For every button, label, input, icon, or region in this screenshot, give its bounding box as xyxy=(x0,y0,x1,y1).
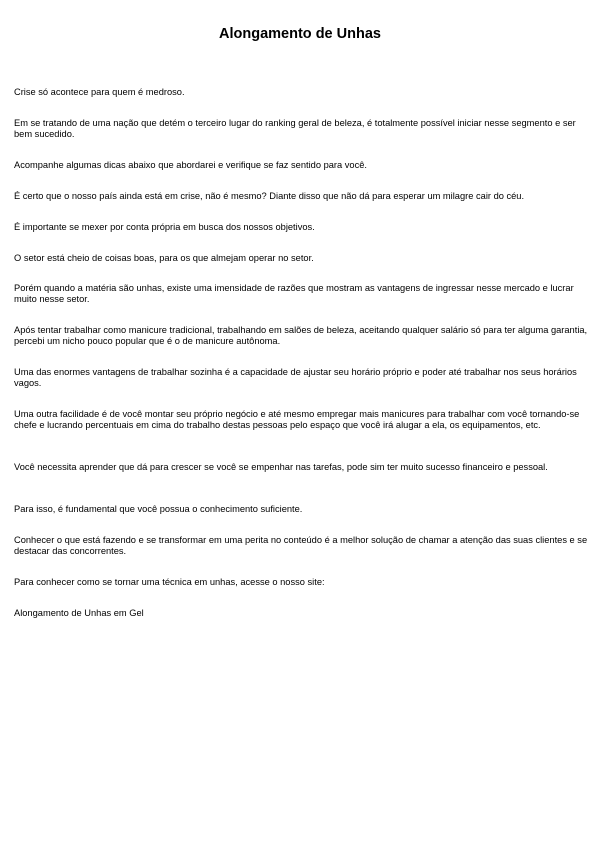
page-title: Alongamento de Unhas xyxy=(219,26,381,42)
paragraph-11: Você necessita aprender que dá para crescer se você se empenhar nas tarefas, pode sim ter muito sucesso financeiro e pessoal. xyxy=(14,462,548,472)
paragraph-6: O setor está cheio de coisas boas, para os que almejam operar no setor. xyxy=(14,253,314,263)
paragraph-3: Acompanhe algumas dicas abaixo que abordarei e verifique se faz sentido para você. xyxy=(14,160,367,170)
paragraph-8: Após tentar trabalhar como manicure tradicional, trabalhando em salões de beleza, aceitando qualquer salário só para ter alguma garantia, percebi um nicho pouco popular que é o de manicure autônoma. xyxy=(14,325,588,346)
paragraph-link-text: Alongamento de Unhas em Gel xyxy=(14,608,144,618)
paragraph-13: Conhecer o que está fazendo e se transformar em uma perita no conteúdo é a melhor solução de chamar a atenção das suas clientes e se destacar das concorrentes. xyxy=(14,535,588,556)
paragraph-12: Para isso, é fundamental que você possua o conhecimento suficiente. xyxy=(14,504,303,514)
paragraph-5: É importante se mexer por conta própria em busca dos nossos objetivos. xyxy=(14,222,315,232)
paragraph-4: É certo que o nosso país ainda está em crise, não é mesmo? Diante disso que não dá para esperar um milagre cair do céu. xyxy=(14,191,525,201)
paragraph-14: Para conhecer como se tornar uma técnica em unhas, acesse o nosso site: xyxy=(14,577,325,587)
paragraph-10: Uma outra facilidade é de você montar seu próprio negócio e até mesmo empregar mais manicures para trabalhar com você tornando-se chefe e lucrando percentuais em cima do trabalho destas pessoas pelo espaço que você irá alugar a ela, os equipamentos, etc. xyxy=(14,409,580,430)
paragraph-7: Porém quando a matéria são unhas, existe uma imensidade de razões que mostram as vantagens de ingressar nesse mercado e lucrar muito nesse setor. xyxy=(14,283,574,304)
paragraph-1: Crise só acontece para quem é medroso. xyxy=(14,87,185,97)
paragraph-2: Em se tratando de uma nação que detém o terceiro lugar do ranking geral de beleza, é totalmente possível iniciar nesse segmento e ser bem sucedido. xyxy=(14,118,576,139)
paragraph-9: Uma das enormes vantagens de trabalhar sozinha é a capacidade de ajustar seu horário próprio e poder até trabalhar nos seus horários vagos. xyxy=(14,367,577,388)
